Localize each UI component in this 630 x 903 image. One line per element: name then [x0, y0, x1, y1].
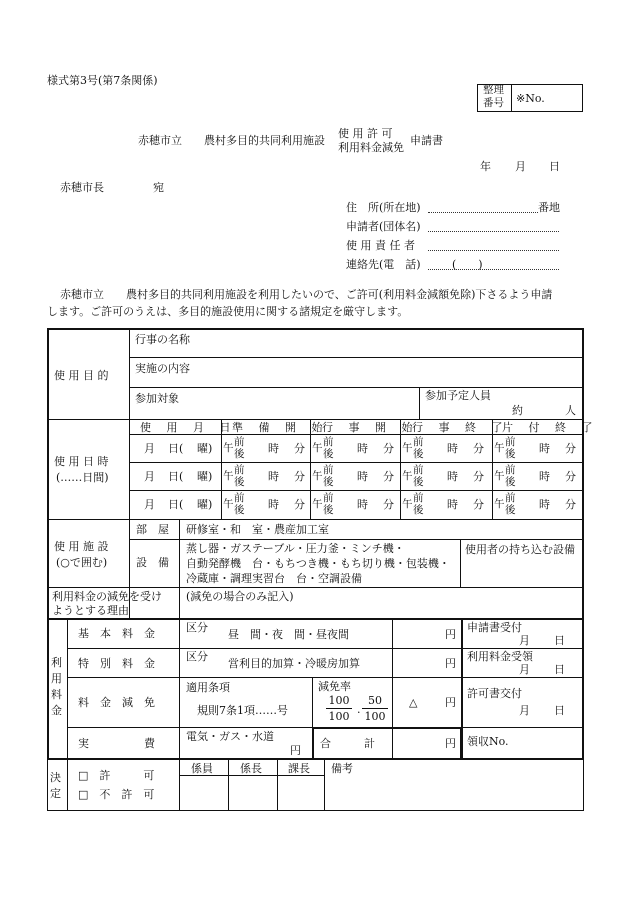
decision-staff: 係員	[191, 762, 213, 775]
time-hour-1-1: 時	[357, 470, 368, 483]
decision-remarks: 備考	[331, 762, 353, 775]
time-minute-0-0: 分	[294, 442, 305, 455]
equip-line3: 冷蔵庫・調理実習台 台・空調設備	[186, 572, 362, 585]
time-hour-0-2: 時	[447, 442, 458, 455]
special-detail: 営利目的加算・冷暖房加算	[228, 657, 360, 670]
time-gogo-0-2: 後	[413, 448, 424, 460]
time-hour-1-3: 時	[539, 470, 550, 483]
title-stack-top: 使 用 許 可	[338, 127, 393, 140]
time-minute-2-1: 分	[383, 498, 394, 511]
time-go-1-3: 午	[494, 470, 505, 482]
time-gozen-2-2: 前	[413, 492, 424, 504]
date-day: 日	[549, 160, 560, 173]
utility-label: 電気・ガス・水道	[186, 730, 274, 743]
participants-label: 参加対象	[135, 392, 179, 405]
room-label: 部 屋	[136, 523, 169, 536]
permit-issue-day: 日	[554, 704, 565, 717]
time-minute-1-2: 分	[473, 470, 484, 483]
intro-line2: します。ご許可のうえは、多目的施設使用に関する諸規定を厳守します。	[47, 305, 409, 318]
fees-label: 利用料金	[51, 656, 62, 717]
form-number: 様式第3号(第7条関係)	[47, 74, 158, 87]
date-month-0: 月	[144, 442, 155, 455]
time-hour-0-3: 時	[539, 442, 550, 455]
expected-label: 参加予定人員	[425, 389, 491, 402]
time-go-0-2: 午	[402, 442, 413, 454]
basic-yen: 円	[445, 628, 456, 641]
datetime-label: 使 用 日 時	[54, 455, 109, 468]
receive-fee-label: 利用料金受領	[467, 650, 533, 663]
time-gogo-1-3: 後	[505, 476, 516, 488]
time-minute-2-3: 分	[565, 498, 576, 511]
reduction-label2: ようとする理由	[52, 604, 129, 617]
time-minute-0-1: 分	[383, 442, 394, 455]
time-hour-1-0: 時	[268, 470, 279, 483]
time-gozen-1-2: 前	[413, 464, 424, 476]
time-hour-2-0: 時	[268, 498, 279, 511]
event-name-label: 行事の名称	[135, 333, 190, 346]
special-yen: 円	[445, 657, 456, 670]
total-yen: 円	[445, 737, 456, 750]
time-minute-2-2: 分	[473, 498, 484, 511]
time-go-0-1: 午	[312, 442, 323, 454]
date-youbi-1: 曜)	[197, 470, 213, 483]
date-month-2: 月	[144, 498, 155, 511]
contact-label: 連絡先(電 話)	[346, 258, 421, 271]
facility-label: 使 用 施 設	[54, 540, 109, 553]
time-hour-2-3: 時	[539, 498, 550, 511]
reduction-label1: 利用料金の減免を受け	[52, 590, 162, 603]
time-gozen-2-3: 前	[505, 492, 516, 504]
date-day-2: 日(	[168, 498, 184, 511]
receive-fee-month: 月	[519, 663, 530, 676]
permit-issue-label: 許可書交付	[467, 687, 522, 700]
equip-label: 設 備	[136, 556, 169, 569]
permit-issue-month: 月	[519, 704, 530, 717]
receipt-label: 領収No.	[467, 735, 509, 748]
time-gogo-1-0: 後	[234, 476, 245, 488]
decision-chief: 係長	[240, 762, 262, 775]
seiri-number: ※No.	[516, 92, 545, 105]
time-gogo-0-3: 後	[505, 448, 516, 460]
title-stack-bottom: 利用料金減免	[338, 141, 404, 154]
purpose-label: 使 用 目 的	[54, 369, 109, 382]
time-gogo-2-0: 後	[234, 504, 245, 516]
time-minute-1-1: 分	[383, 470, 394, 483]
col-start: 行 事 開 始	[322, 421, 419, 434]
col-prep: 準 備 開 始	[232, 421, 329, 434]
decision-director: 課長	[288, 762, 310, 775]
people-label: 人	[565, 404, 576, 417]
seiri-label: 整理 番号	[483, 84, 504, 109]
rule-label: 規則7条1項……号	[197, 704, 288, 717]
rate-label: 減免率	[318, 680, 351, 693]
actual-fee-label: 実 費	[78, 737, 155, 750]
rate-fraction-1: $\frac{100}{100}$	[326, 694, 352, 723]
rate-dot: .	[357, 703, 361, 716]
address-suffix: 番地	[538, 201, 560, 214]
special-kubun: 区分	[186, 650, 208, 663]
equip-line1: 蒸し器・ガステーブル・圧力釜・ミンチ機・	[186, 542, 405, 555]
time-go-1-2: 午	[402, 470, 413, 482]
time-gozen-1-3: 前	[505, 464, 516, 476]
time-go-1-0: 午	[223, 470, 234, 482]
rate-fraction-2: $\frac{50}{100}$	[362, 694, 388, 723]
time-gozen-1-1: 前	[323, 464, 334, 476]
time-go-2-1: 午	[312, 498, 323, 510]
basic-detail: 昼 間・夜 間・昼夜間	[228, 628, 349, 641]
time-gogo-2-2: 後	[413, 504, 424, 516]
title-suffix: 申請書	[410, 134, 443, 147]
applicant-label: 申請者(団体名)	[346, 220, 421, 233]
time-gozen-0-2: 前	[413, 436, 424, 448]
addressee-honorific: 宛	[153, 181, 164, 194]
applied-label: 適用条項	[186, 681, 230, 694]
basic-kubun: 区分	[186, 621, 208, 634]
intro-line1: 赤穂市立 農村多目的共同利用施設を利用したいので、ご許可(利用料金減額免除)下さるよう申請	[60, 288, 553, 301]
time-gozen-2-0: 前	[234, 492, 245, 504]
time-go-2-2: 午	[402, 498, 413, 510]
addressee: 赤穂市長	[60, 181, 104, 194]
utility-yen: 円	[290, 744, 301, 757]
time-gozen-2-1: 前	[323, 492, 334, 504]
time-go-1-1: 午	[312, 470, 323, 482]
reduction-note: (減免の場合のみ記入)	[186, 590, 294, 603]
title-prefix: 赤穂市立 農村多目的共同利用施設	[138, 134, 325, 147]
total-label: 合 計	[320, 737, 375, 750]
time-gogo-2-3: 後	[505, 504, 516, 516]
reduce-triangle: △	[409, 696, 418, 709]
col-date: 使 用 月 日	[140, 421, 237, 434]
address-label: 住 所(所在地)	[346, 201, 421, 214]
decision-label: 決定	[50, 771, 61, 800]
time-minute-1-3: 分	[565, 470, 576, 483]
col-end: 行 事 終 了	[412, 421, 509, 434]
time-hour-1-2: 時	[447, 470, 458, 483]
reduce-yen: 円	[445, 696, 456, 709]
time-gogo-1-1: 後	[323, 476, 334, 488]
date-month-1: 月	[144, 470, 155, 483]
special-fee-label: 特 別 料 金	[78, 657, 155, 670]
contact-paren: ( )	[452, 258, 483, 271]
time-gogo-0-1: 後	[323, 448, 334, 460]
time-gogo-1-2: 後	[413, 476, 424, 488]
decision-permit: □ 許 可	[78, 769, 155, 782]
time-hour-0-1: 時	[357, 442, 368, 455]
time-gozen-0-0: 前	[234, 436, 245, 448]
time-gozen-0-1: 前	[323, 436, 334, 448]
date-day-1: 日(	[168, 470, 184, 483]
time-gogo-0-0: 後	[234, 448, 245, 460]
time-gozen-1-0: 前	[234, 464, 245, 476]
rooms-list: 研修室・和 室・農産加工室	[186, 523, 329, 536]
time-gogo-2-1: 後	[323, 504, 334, 516]
about-label: 約	[512, 404, 523, 417]
decision-deny: □ 不 許 可	[78, 788, 155, 801]
time-go-2-3: 午	[494, 498, 505, 510]
receive-fee-day: 日	[554, 663, 565, 676]
receive-app-month: 月	[519, 634, 530, 647]
time-hour-2-1: 時	[357, 498, 368, 511]
equip-line2: 自動発酵機 台・もちつき機・もち切り機・包装機・	[186, 557, 450, 570]
time-minute-0-3: 分	[565, 442, 576, 455]
time-go-0-0: 午	[223, 442, 234, 454]
time-minute-1-0: 分	[294, 470, 305, 483]
time-go-0-3: 午	[494, 442, 505, 454]
time-go-2-0: 午	[223, 498, 234, 510]
time-minute-2-0: 分	[294, 498, 305, 511]
time-minute-0-2: 分	[473, 442, 484, 455]
date-youbi-2: 曜)	[197, 498, 213, 511]
receive-app-label: 申請書受付	[467, 621, 522, 634]
date-day-0: 日(	[168, 442, 184, 455]
receive-app-day: 日	[554, 634, 565, 647]
time-gozen-0-3: 前	[505, 436, 516, 448]
datetime-days-label: (……日間)	[56, 471, 109, 484]
date-youbi-0: 曜)	[197, 442, 213, 455]
date-year: 年	[480, 160, 491, 173]
facility-circle-label: (○で囲む)	[56, 556, 108, 569]
date-month: 月	[515, 160, 526, 173]
content-label: 実施の内容	[135, 362, 190, 375]
decision-table	[47, 760, 584, 811]
reduce-fee-label: 料 金 減 免	[78, 696, 155, 709]
time-hour-2-2: 時	[447, 498, 458, 511]
time-hour-0-0: 時	[268, 442, 279, 455]
basic-fee-label: 基 本 料 金	[78, 627, 155, 640]
bring-label: 使用者の持ち込む設備	[465, 543, 575, 556]
responsible-label: 使 用 責 任 者	[346, 239, 415, 252]
col-clean: 片 付 終 了	[502, 421, 599, 434]
